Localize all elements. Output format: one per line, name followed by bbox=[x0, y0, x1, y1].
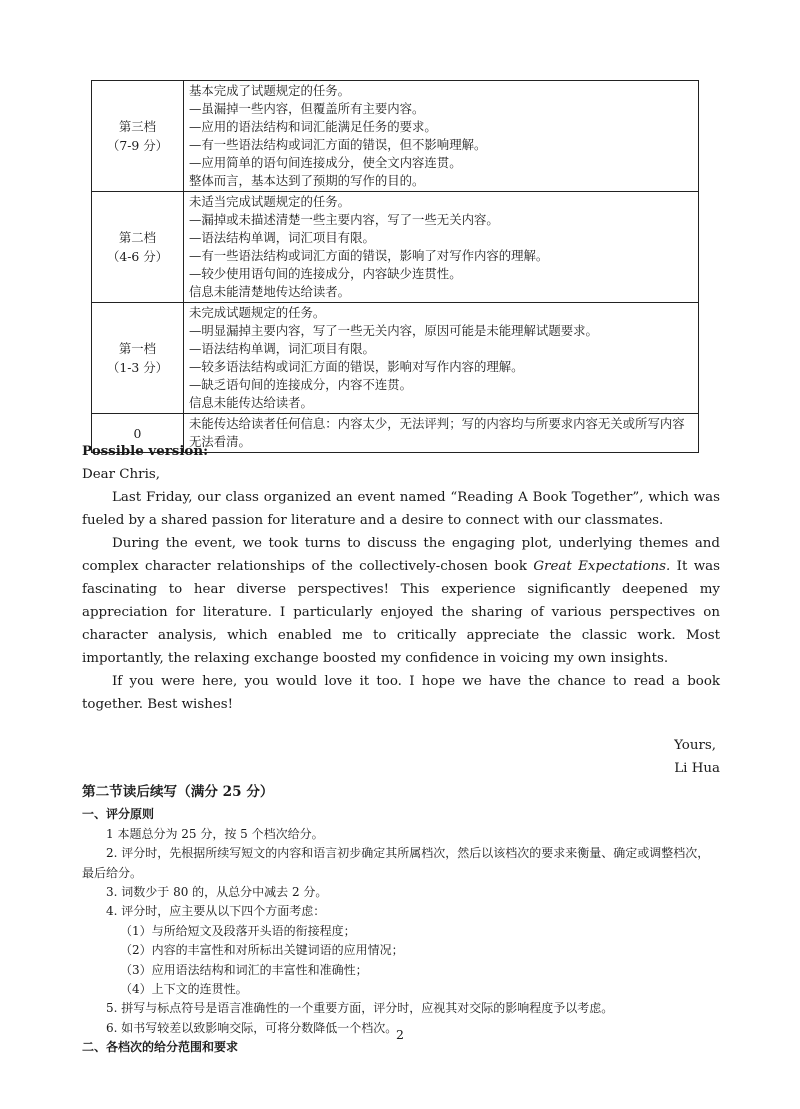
book-title: Great Expectations. bbox=[533, 559, 671, 574]
rubric-row-band-3 bbox=[92, 81, 699, 192]
criterion-line: —虽漏掉一些内容，但覆盖所有主要内容。 bbox=[189, 101, 425, 116]
principle-item-text: 2. 评分时，先根据所续写短文的内容和语言初步确定其所属档次，然后以该档次的要求来衡量、确定或调整档次，最后给分。 bbox=[82, 846, 710, 880]
band-description bbox=[184, 192, 699, 303]
principle-item: 4. 评分时，应主要从以下四个方面考虑： bbox=[106, 904, 326, 919]
possible-version-heading: Possible version: bbox=[82, 443, 209, 459]
band-range: （7-9 分） bbox=[106, 138, 169, 153]
letter-paragraph-2 bbox=[82, 532, 720, 670]
band-range: （1-3 分） bbox=[106, 360, 169, 375]
band-description bbox=[184, 81, 699, 192]
consideration-item: （2）内容的丰富性和对所标出关键词语的应用情况； bbox=[120, 943, 404, 958]
letter-closing: Yours, bbox=[674, 738, 716, 753]
criterion-line: —明显漏掉主要内容，写了一些无关内容，原因可能是未能理解试题要求。 bbox=[189, 323, 598, 338]
letter-greeting: Dear Chris, bbox=[82, 467, 160, 482]
possible-version bbox=[82, 440, 720, 780]
scoring-rubric-table bbox=[91, 80, 699, 453]
criterion-line: —语法结构单调，词汇项目有限。 bbox=[189, 341, 375, 356]
criterion-line: 信息未能传达给读者。 bbox=[189, 395, 313, 410]
principle-item: 3. 词数少于 80 的，从总分中减去 2 分。 bbox=[106, 885, 328, 900]
letter-paragraph-1: Last Friday, our class organized an event named “Reading A Book Together”, which was fueled by a shared passion for literature and a desire to connect with our classmates. bbox=[82, 490, 720, 528]
criterion-line: —有一些语法结构或词汇方面的错误，影响了对写作内容的理解。 bbox=[189, 248, 549, 263]
band-label: 第二档 bbox=[118, 230, 157, 245]
criterion-line: —应用简单的语句间连接成分，使全文内容连贯。 bbox=[189, 155, 462, 170]
criterion-line: —应用的语法结构和词汇能满足任务的要求。 bbox=[189, 119, 437, 134]
criterion-line: 未适当完成试题规定的任务。 bbox=[189, 194, 351, 209]
band-description bbox=[184, 303, 699, 414]
principles-heading: 一、评分原则 bbox=[82, 807, 155, 822]
letter-signature: Li Hua bbox=[674, 761, 720, 776]
consideration-item: （1）与所给短文及段落开头语的衔接程度； bbox=[120, 923, 356, 938]
criterion-line: —语法结构单调，词汇项目有限。 bbox=[189, 230, 375, 245]
criterion-line: —有一些语法结构或词汇方面的错误，但不影响理解。 bbox=[189, 137, 487, 152]
criterion-line: 整体而言，基本达到了预期的写作的目的。 bbox=[189, 173, 425, 188]
principle-item: 5. 拼写与标点符号是语言准确性的一个重要方面，评分时，应视其对交际的影响程度予以考虑。 bbox=[106, 1001, 614, 1016]
principle-item: 1 本题总分为 25 分，按 5 个档次给分。 bbox=[106, 826, 324, 841]
criterion-line: —漏掉或未描述清楚一些主要内容，写了一些无关内容。 bbox=[189, 212, 499, 227]
rubric-row-band-1 bbox=[92, 303, 699, 414]
band-label: 0 bbox=[133, 425, 142, 441]
section-title: 第二节读后续写（满分 25 分） bbox=[82, 784, 274, 800]
consideration-item: （4）上下文的连贯性。 bbox=[120, 982, 248, 997]
letter-paragraph-3: If you were here, you would love it too. I hope we have the chance to read a book together. Best wishes! bbox=[82, 674, 720, 712]
criterion-line: 基本完成了试题规定的任务。 bbox=[189, 83, 351, 98]
rubric-row-band-2 bbox=[92, 192, 699, 303]
band-cell bbox=[92, 303, 184, 414]
criterion-line: —较多语法结构或词汇方面的错误，影响对写作内容的理解。 bbox=[189, 359, 524, 374]
band-label: 第一档 bbox=[118, 341, 157, 356]
band-cell bbox=[92, 81, 184, 192]
criterion-line: 信息未能清楚地传达给读者。 bbox=[189, 284, 351, 299]
bands-heading: 二、各档次的给分范围和要求 bbox=[82, 1040, 239, 1055]
criterion-line: —较少使用语句间的连接成分，内容缺少连贯性。 bbox=[189, 266, 462, 281]
criterion-line: 未完成试题规定的任务。 bbox=[189, 305, 326, 320]
page-number: 2 bbox=[396, 1027, 404, 1042]
criterion-line: —缺乏语句间的连接成分，内容不连贯。 bbox=[189, 377, 413, 392]
paragraph-2-text-cont: It was fascinating to hear diverse perspectives! This experience significantly deepened my appreciation for literature. I particularly enjoyed the sharing of various perspectives on character analysis, which enabled me to critically appreciate the classic work. Most importantly, the relaxing exchange boosted my confidence in voicing my own insights. bbox=[82, 559, 721, 666]
band-cell bbox=[92, 192, 184, 303]
paragraph-2-text: During the event, we took turns to discuss the engaging plot, underlying themes and complex character relationships of the collectively-chosen book bbox=[82, 536, 720, 574]
principle-item bbox=[82, 844, 720, 883]
criterion-line: 未能传达给读者任何信息：内容太少，无法评判；写的内容均与所要求内容无关或所写内容无法看清。 bbox=[189, 416, 685, 449]
principle-item: 6. 如书写较差以致影响交际，可将分数降低一个档次。 bbox=[106, 1020, 398, 1035]
band-label: 第三档 bbox=[118, 119, 157, 134]
section-2-scoring bbox=[82, 783, 720, 1058]
band-range: （4-6 分） bbox=[106, 249, 169, 264]
consideration-item: （3）应用语法结构和词汇的丰富性和准确性； bbox=[120, 962, 368, 977]
